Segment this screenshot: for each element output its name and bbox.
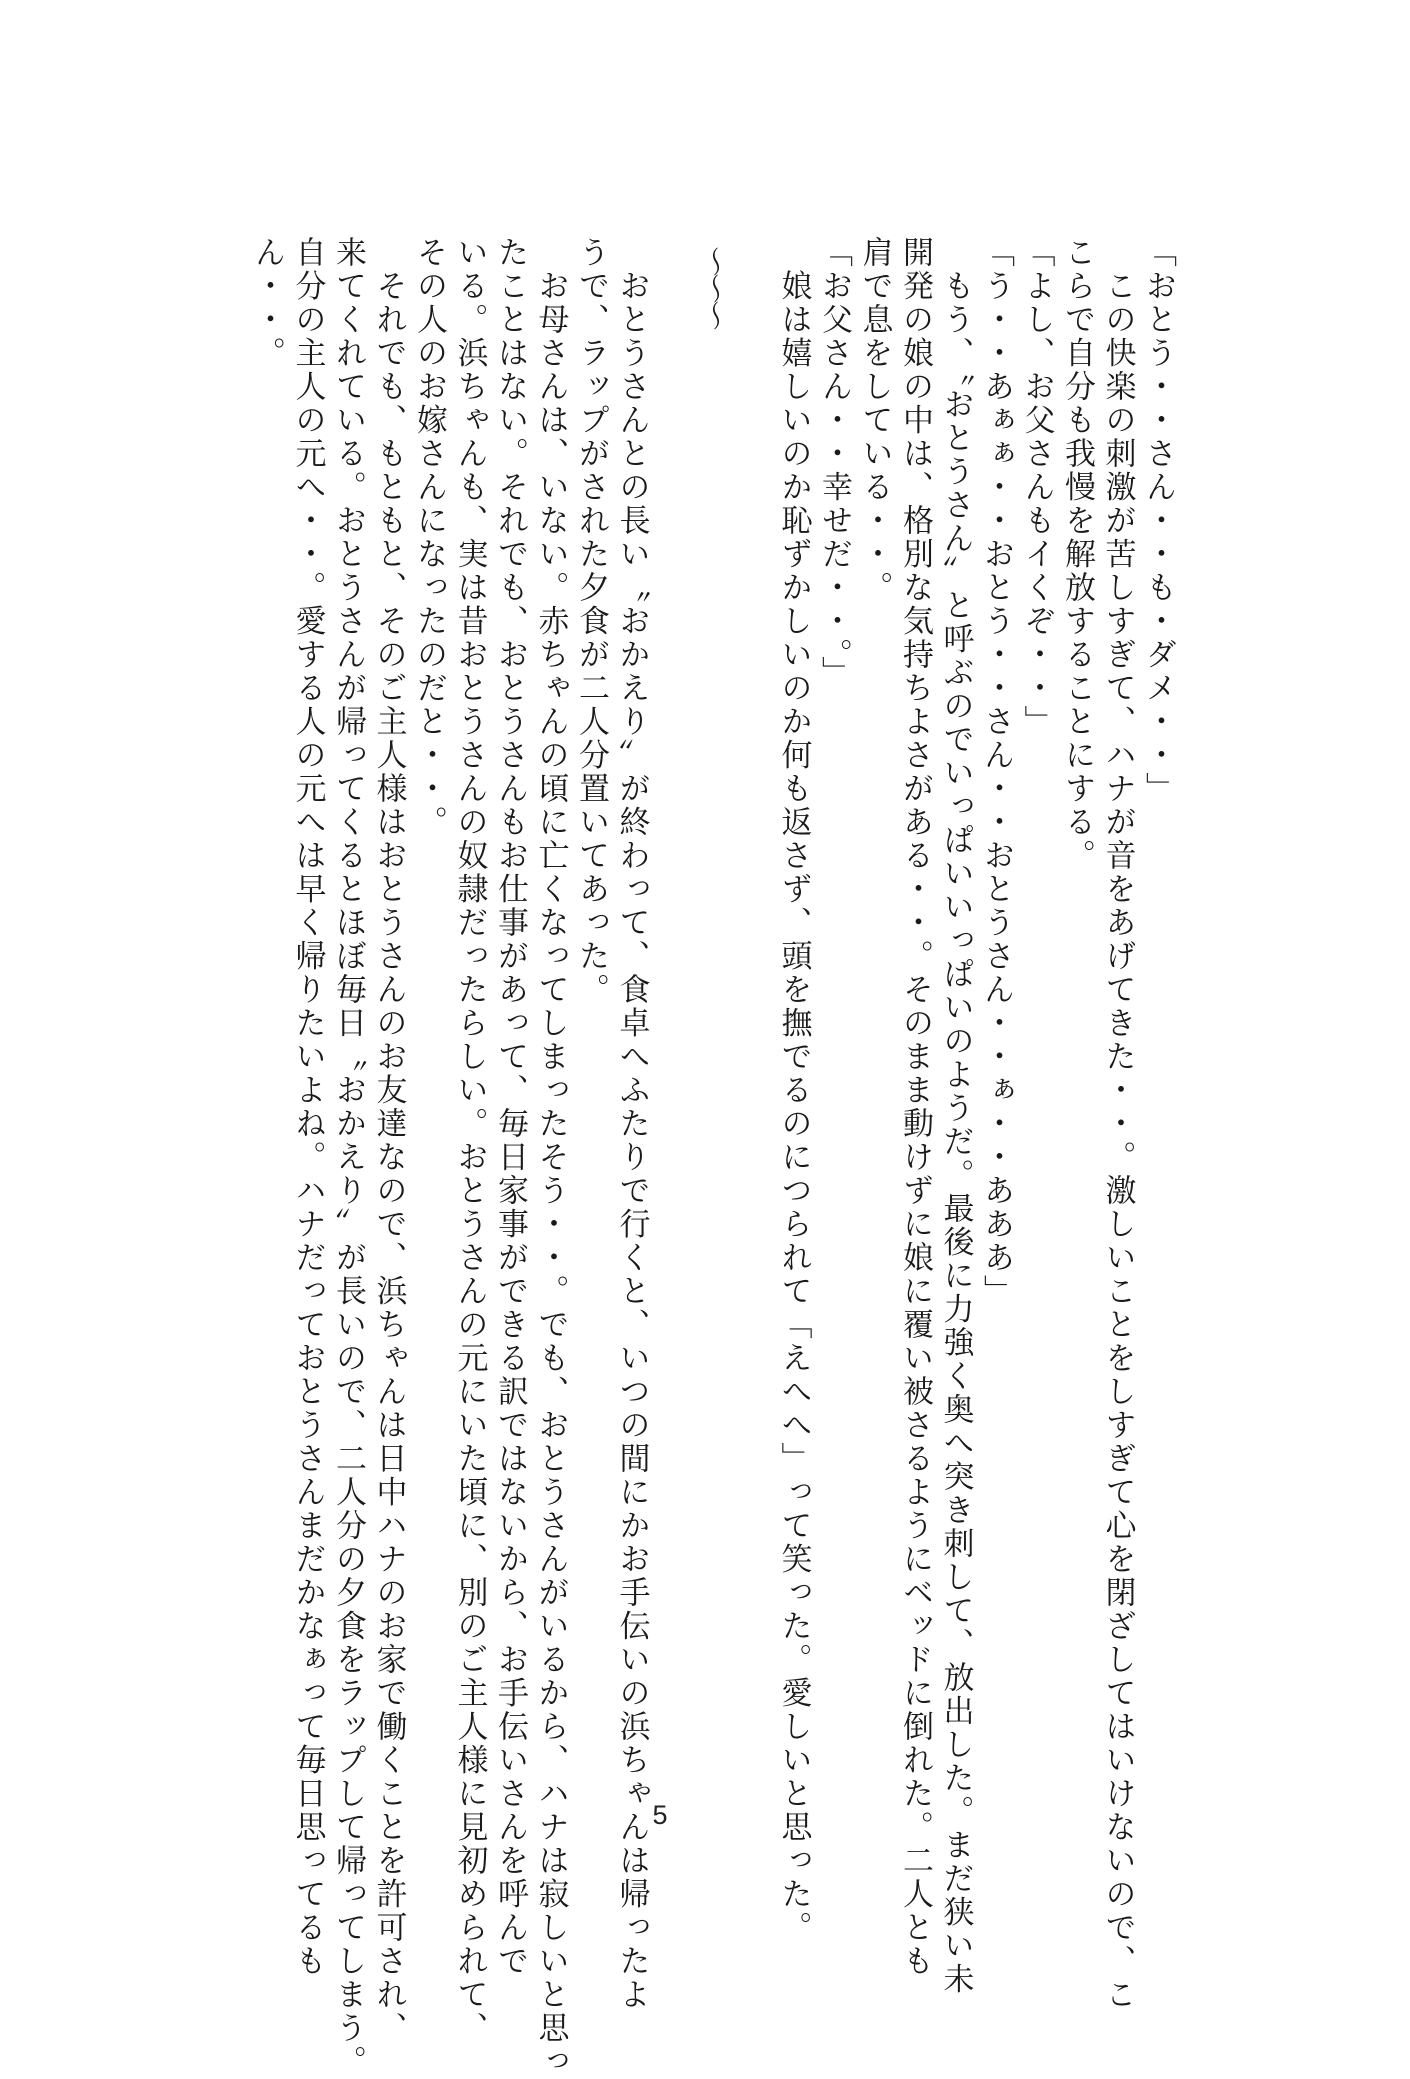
text-line: 来てくれている。おとうさんが帰ってくるとほぼ毎日〝おかえり〟が長いので、二人分の夕食をラップして帰ってしまう。 xyxy=(330,236,366,2079)
text-line: 開発の娘の中は、格別な気持ちよさがある・・。そのまま動けずに娘に覆い被さるようにベッドに倒れた。二人とも xyxy=(897,236,933,1978)
text-line: 「よし、お父さんもイくぞ・・」 xyxy=(1018,236,1055,739)
text-line: この快楽の刺激が苦しすぎて、ハナが音をあげてきた・・。激しいことをしすぎて心を閉ざしてはいけないので、こ xyxy=(1099,236,1136,2012)
text-line: 娘は嬉しいのか恥ずかしいのか何も返さず、頭を撫でるのにつられて「えへへ」って笑った。愛しいと思った。 xyxy=(775,236,812,1945)
text-line: 肩で息をしている・・。 xyxy=(856,236,893,605)
text-line: たことはない。それでも、おとうさんもお仕事があって、毎日家事ができる訳ではないから、お手伝いさんを呼んで xyxy=(492,236,528,1978)
text-line: それでも、もともと、そのご主人様はおとうさんのお友達なので、浜ちゃんは日中ハナのお家で働くことを許可され、 xyxy=(370,236,407,2045)
text-line: もう、〝おとうさん〟と呼ぶのでいっぱいいっぱいのようだ。最後に力強く奥へ突き刺して、放出した。まだ狭い未 xyxy=(937,236,974,1996)
text-line: 「う・・あぁぁ・・おとう・・さん・・おとうさん・・ぁ・・あああ」 xyxy=(978,236,1014,1308)
text-line: その人のお嫁さんになったのだと・・。 xyxy=(411,236,447,839)
page-number: 5 xyxy=(652,1800,668,1830)
text-line: 「おとう・・さん・・も・ダメ・・」 xyxy=(1140,236,1176,806)
text-line: 自分の主人の元へ・・。愛する人の元へは早く帰りたいよね。ハナだっておとうさんまだかなぁって毎日思ってるも xyxy=(289,236,326,1978)
vertical-text-body xyxy=(247,236,1179,2079)
text-line: うで、ラップがされた夕食が二人分置いてあった。 xyxy=(573,236,609,1007)
text-line: おとうさんとの長い〝おかえり〟が終わって、食卓へふたりで行くと、いつの間にかお手伝いの浜ちゃんは帰ったよ xyxy=(613,236,650,2012)
text-line: こらで自分も我慢を解放することにする。 xyxy=(1059,236,1095,873)
text-line: 「お父さん・・幸せだ・・。」 xyxy=(816,236,852,690)
text-line: ん・・。 xyxy=(249,236,285,370)
text-line: いる。浜ちゃんも、実は昔おとうさんの奴隷だったらしい。おとうさんの元にいた頃に、別のご主人様に見初められて、 xyxy=(451,236,488,2045)
text-line: お母さんは、いない。赤ちゃんの頃に亡くなってしまったそう・・。でも、おとうさんがいるから、ハナは寂しいと思っ xyxy=(532,236,569,2079)
blank-line xyxy=(652,236,693,1566)
section-separator: 〜〜〜 xyxy=(694,246,731,327)
blank-line xyxy=(733,236,774,1566)
